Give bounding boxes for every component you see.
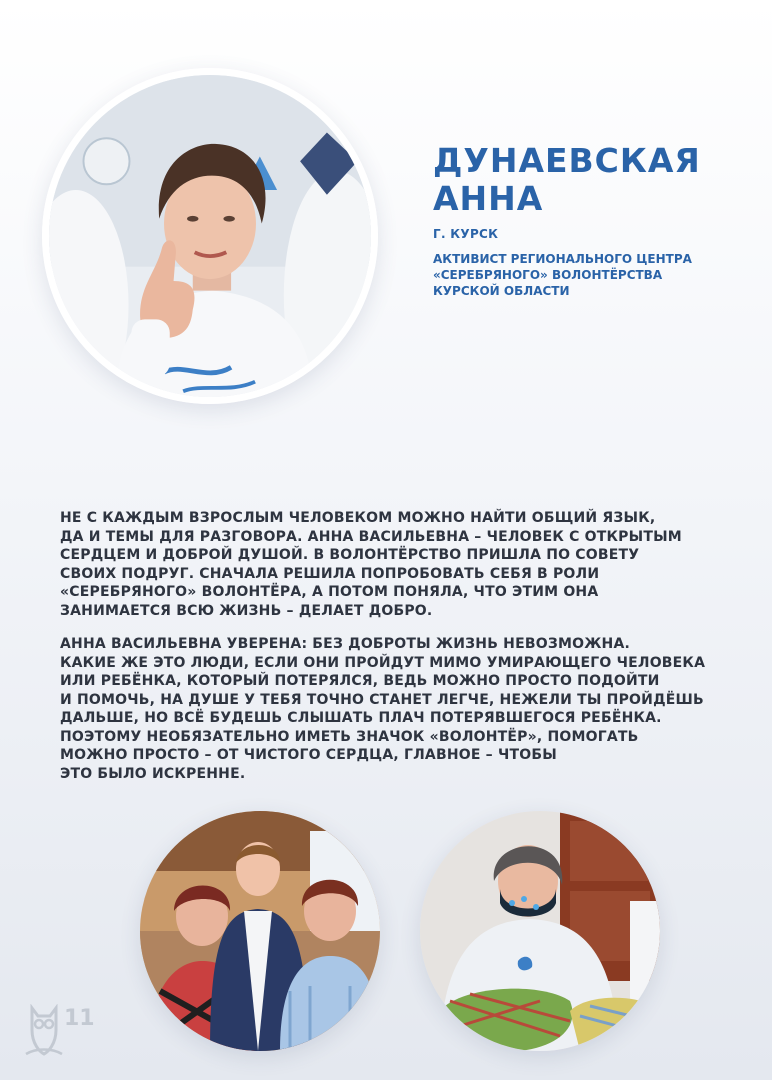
story-line: ЗАНИМАЕТСЯ ВСЮ ЖИЗНЬ – ДЕЛАЕТ ДОБРО. xyxy=(60,602,433,619)
story-line: ДА И ТЕМЫ ДЛЯ РАЗГОВОРА. АННА ВАСИЛЬЕВНА – ЧЕЛОВЕК С ОТКРЫТЫМ xyxy=(60,528,682,545)
volunteer-work-photo-image xyxy=(420,811,660,1051)
group-photo-image xyxy=(140,811,380,1051)
role-line: АКТИВИСТ РЕГИОНАЛЬНОГО ЦЕНТРА xyxy=(433,252,692,266)
story-line: МОЖНО ПРОСТО – ОТ ЧИСТОГО СЕРДЦА, ГЛАВНОЕ – ЧТОБЫ xyxy=(60,747,557,763)
story-paragraph-1 xyxy=(60,509,730,620)
story-line: СВОИХ ПОДРУГ. СНАЧАЛА РЕШИЛА ПОПРОБОВАТЬ СЕБЯ В РОЛИ xyxy=(60,565,600,582)
page-number: 11 xyxy=(64,1006,95,1031)
name-line-1: ДУНАЕВСКАЯ xyxy=(433,141,701,180)
story-line: КАКИЕ ЖЕ ЭТО ЛЮДИ, ЕСЛИ ОНИ ПРОЙДУТ МИМО УМИРАЮЩЕГО ЧЕЛОВЕКА xyxy=(60,654,706,671)
story-line: ПОЭТОМУ НЕОБЯЗАТЕЛЬНО ИМЕТЬ ЗНАЧОК «ВОЛОНТЁР», ПОМОГАТЬ xyxy=(60,728,639,745)
story-paragraph-2 xyxy=(60,635,730,783)
story-line: И ПОМОЧЬ, НА ДУШЕ У ТЕБЯ ТОЧНО СТАНЕТ ЛЕГЧЕ, НЕЖЕЛИ ТЫ ПРОЙДЁШЬ xyxy=(60,691,704,708)
story-line: ЭТО БЫЛО ИСКРЕННЕ. xyxy=(60,765,246,782)
portrait-photo-image xyxy=(49,75,371,397)
story-line: СЕРДЦЕМ И ДОБРОЙ ДУШОЙ. В ВОЛОНТЁРСТВО ПРИШЛА ПО СОВЕТУ xyxy=(60,547,640,563)
portrait-photo xyxy=(42,68,378,404)
owl-icon xyxy=(24,1004,64,1058)
city-label: Г. КУРСК xyxy=(433,227,499,241)
role-line: «СЕРЕБРЯНОГО» ВОЛОНТЁРСТВА xyxy=(433,268,663,282)
story-line: АННА ВАСИЛЬЕВНА УВЕРЕНА: БЕЗ ДОБРОТЫ ЖИЗНЬ НЕВОЗМОЖНА. xyxy=(60,636,630,652)
volunteer-work-photo xyxy=(420,811,660,1051)
name-line-2: АННА xyxy=(433,179,544,218)
story-line: «СЕРЕБРЯНОГО» ВОЛОНТЁРА, А ПОТОМ ПОНЯЛА, ЧТО ЭТИМ ОНА xyxy=(60,584,599,600)
role-line: КУРСКОЙ ОБЛАСТИ xyxy=(433,284,570,298)
group-photo xyxy=(140,811,380,1051)
story-line: ДАЛЬШЕ, НО ВСЁ БУДЕШЬ СЛЫШАТЬ ПЛАЧ ПОТЕРЯВШЕГОСЯ РЕБЁНКА. xyxy=(60,710,662,726)
story-line: НЕ С КАЖДЫМ ВЗРОСЛЫМ ЧЕЛОВЕКОМ МОЖНО НАЙТИ ОБЩИЙ ЯЗЫК, xyxy=(60,510,656,526)
person-name xyxy=(433,142,701,218)
role-description xyxy=(433,251,733,299)
story-line: ИЛИ РЕБЁНКА, КОТОРЫЙ ПОТЕРЯЛСЯ, ВЕДЬ МОЖНО ПРОСТО ПОДОЙТИ xyxy=(60,673,660,689)
